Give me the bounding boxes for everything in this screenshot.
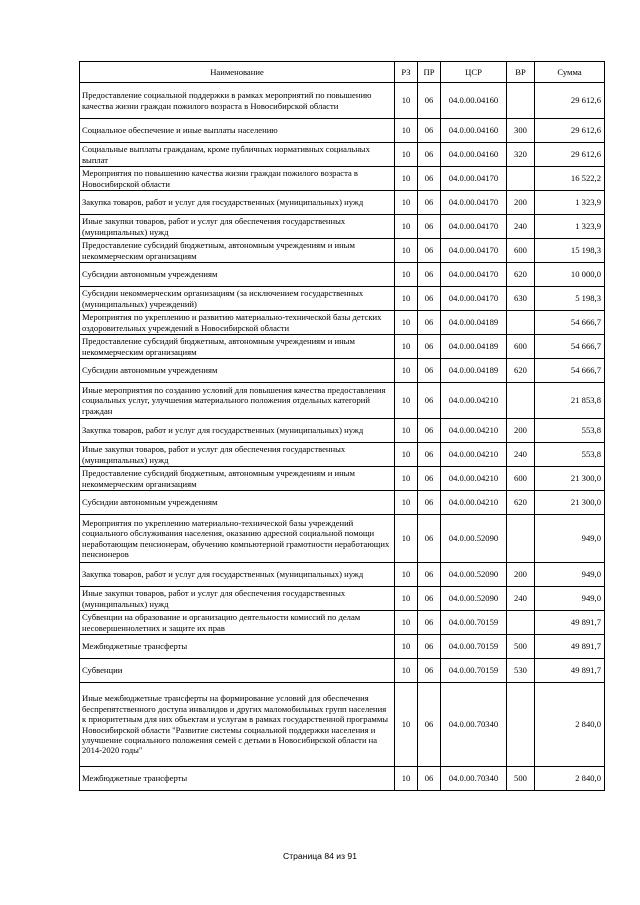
cell-sum: 553,8 xyxy=(535,419,605,443)
cell-pr: 06 xyxy=(418,683,441,767)
header-sum: Сумма xyxy=(535,62,605,83)
cell-vr: 500 xyxy=(507,635,535,659)
cell-name: Мероприятия по повышению качества жизни граждан пожилого возраста в Новосибирской области xyxy=(80,167,395,191)
cell-name: Предоставление субсидий бюджетным, автономным учреждениям и иным некоммерческим организациям xyxy=(80,335,395,359)
cell-vr xyxy=(507,167,535,191)
cell-vr xyxy=(507,515,535,563)
cell-vr: 200 xyxy=(507,563,535,587)
cell-pr: 06 xyxy=(418,167,441,191)
cell-pr: 06 xyxy=(418,587,441,611)
cell-rz: 10 xyxy=(395,767,418,791)
cell-vr: 320 xyxy=(507,143,535,167)
cell-csr: 04.0.00.70340 xyxy=(441,767,507,791)
table-row xyxy=(80,515,605,563)
cell-csr: 04.0.00.04170 xyxy=(441,239,507,263)
cell-rz: 10 xyxy=(395,443,418,467)
cell-pr: 06 xyxy=(418,143,441,167)
table-row xyxy=(80,611,605,635)
table-row xyxy=(80,239,605,263)
cell-rz: 10 xyxy=(395,659,418,683)
cell-vr: 500 xyxy=(507,767,535,791)
cell-vr: 630 xyxy=(507,287,535,311)
cell-name: Субсидии автономным учреждениям xyxy=(80,263,395,287)
cell-sum: 2 840,0 xyxy=(535,767,605,791)
table-row xyxy=(80,83,605,119)
table-row xyxy=(80,419,605,443)
header-name: Наименование xyxy=(80,62,395,83)
cell-rz: 10 xyxy=(395,635,418,659)
cell-sum: 1 323,9 xyxy=(535,215,605,239)
table-row xyxy=(80,191,605,215)
header-rz: РЗ xyxy=(395,62,418,83)
cell-rz: 10 xyxy=(395,515,418,563)
cell-name: Закупка товаров, работ и услуг для государственных (муниципальных) нужд xyxy=(80,563,395,587)
cell-rz: 10 xyxy=(395,467,418,491)
cell-csr: 04.0.00.04160 xyxy=(441,83,507,119)
cell-csr: 04.0.00.04189 xyxy=(441,311,507,335)
cell-name: Мероприятия по укреплению и развитию материально-технической базы детских оздоровительных учреждений в Новосибирской области xyxy=(80,311,395,335)
cell-name: Предоставление субсидий бюджетным, автономным учреждениям и иным некоммерческим организациям xyxy=(80,467,395,491)
table-header-row xyxy=(80,62,605,83)
cell-sum: 29 612,6 xyxy=(535,143,605,167)
cell-csr: 04.0.00.04170 xyxy=(441,287,507,311)
cell-name: Иные закупки товаров, работ и услуг для обеспечения государственных (муниципальных) нужд xyxy=(80,443,395,467)
cell-sum: 2 840,0 xyxy=(535,683,605,767)
table-body xyxy=(80,83,605,791)
table-row xyxy=(80,563,605,587)
table-row xyxy=(80,383,605,419)
cell-pr: 06 xyxy=(418,287,441,311)
cell-sum: 54 666,7 xyxy=(535,359,605,383)
cell-csr: 04.0.00.04189 xyxy=(441,359,507,383)
cell-csr: 04.0.00.04210 xyxy=(441,467,507,491)
table-row xyxy=(80,767,605,791)
cell-sum: 553,8 xyxy=(535,443,605,467)
cell-rz: 10 xyxy=(395,683,418,767)
cell-csr: 04.0.00.04170 xyxy=(441,263,507,287)
cell-rz: 10 xyxy=(395,563,418,587)
cell-pr: 06 xyxy=(418,611,441,635)
cell-sum: 1 323,9 xyxy=(535,191,605,215)
cell-sum: 49 891,7 xyxy=(535,659,605,683)
cell-vr xyxy=(507,311,535,335)
cell-pr: 06 xyxy=(418,311,441,335)
cell-vr: 620 xyxy=(507,263,535,287)
cell-name: Субсидии некоммерческим организациям (за исключением государственных (муниципальных) учреждений) xyxy=(80,287,395,311)
cell-vr: 530 xyxy=(507,659,535,683)
cell-pr: 06 xyxy=(418,191,441,215)
cell-rz: 10 xyxy=(395,419,418,443)
cell-rz: 10 xyxy=(395,491,418,515)
cell-name: Предоставление социальной поддержки в рамках мероприятий по повышению качества жизни граждан пожилого возраста в Новосибирской области xyxy=(80,83,395,119)
cell-csr: 04.0.00.04160 xyxy=(441,119,507,143)
cell-sum: 5 198,3 xyxy=(535,287,605,311)
cell-pr: 06 xyxy=(418,335,441,359)
cell-name: Иные закупки товаров, работ и услуг для обеспечения государственных (муниципальных) нужд xyxy=(80,587,395,611)
cell-sum: 16 522,2 xyxy=(535,167,605,191)
cell-name: Субсидии автономным учреждениям xyxy=(80,491,395,515)
cell-vr: 240 xyxy=(507,587,535,611)
cell-sum: 10 000,0 xyxy=(535,263,605,287)
cell-csr: 04.0.00.04170 xyxy=(441,167,507,191)
cell-pr: 06 xyxy=(418,491,441,515)
cell-vr: 240 xyxy=(507,215,535,239)
cell-name: Иные межбюджетные трансферты на формирование условий для обеспечения беспрепятственного доступа инвалидов и других маломобильных групп населения к приоритетным для них объектам и услугам в рамках государственной программы Новосибирской области "Развитие системы социальной поддержки населения и улучшение социального положения семей с детьми в Новосибирской области на 2014-2020 годы" xyxy=(80,683,395,767)
cell-rz: 10 xyxy=(395,335,418,359)
table-row xyxy=(80,263,605,287)
cell-pr: 06 xyxy=(418,767,441,791)
cell-vr: 200 xyxy=(507,419,535,443)
cell-sum: 21 853,8 xyxy=(535,383,605,419)
table-row xyxy=(80,491,605,515)
cell-csr: 04.0.00.04160 xyxy=(441,143,507,167)
cell-name: Иные мероприятия по созданию условий для повышения качества предоставления социальных услуг, улучшения материального положения отдельных категорий граждан xyxy=(80,383,395,419)
cell-vr: 600 xyxy=(507,335,535,359)
cell-sum: 15 198,3 xyxy=(535,239,605,263)
cell-rz: 10 xyxy=(395,143,418,167)
table-row xyxy=(80,215,605,239)
cell-sum: 29 612,6 xyxy=(535,83,605,119)
cell-vr xyxy=(507,611,535,635)
table-row xyxy=(80,467,605,491)
cell-pr: 06 xyxy=(418,443,441,467)
cell-name: Предоставление субсидий бюджетным, автономным учреждениям и иным некоммерческим организациям xyxy=(80,239,395,263)
cell-vr xyxy=(507,683,535,767)
cell-name: Мероприятия по укреплению материально-технической базы учреждений социального обслуживания населения, оказанию адресной социальной помощи неработающим пенсионерам, обучению компьютерной грамотности неработающих пенсионеров xyxy=(80,515,395,563)
cell-rz: 10 xyxy=(395,263,418,287)
cell-name: Социальные выплаты гражданам, кроме публичных нормативных социальных выплат xyxy=(80,143,395,167)
cell-csr: 04.0.00.70159 xyxy=(441,611,507,635)
cell-sum: 54 666,7 xyxy=(535,335,605,359)
cell-pr: 06 xyxy=(418,383,441,419)
cell-csr: 04.0.00.04170 xyxy=(441,191,507,215)
cell-csr: 04.0.00.04210 xyxy=(441,491,507,515)
cell-vr xyxy=(507,83,535,119)
cell-vr xyxy=(507,383,535,419)
cell-name: Закупка товаров, работ и услуг для государственных (муниципальных) нужд xyxy=(80,191,395,215)
cell-rz: 10 xyxy=(395,167,418,191)
cell-rz: 10 xyxy=(395,83,418,119)
cell-rz: 10 xyxy=(395,587,418,611)
cell-rz: 10 xyxy=(395,215,418,239)
cell-rz: 10 xyxy=(395,611,418,635)
table-row xyxy=(80,311,605,335)
table-row xyxy=(80,443,605,467)
cell-sum: 49 891,7 xyxy=(535,611,605,635)
cell-pr: 06 xyxy=(418,215,441,239)
cell-pr: 06 xyxy=(418,467,441,491)
cell-rz: 10 xyxy=(395,287,418,311)
cell-pr: 06 xyxy=(418,119,441,143)
cell-name: Межбюджетные трансферты xyxy=(80,767,395,791)
table-row xyxy=(80,167,605,191)
cell-name: Закупка товаров, работ и услуг для государственных (муниципальных) нужд xyxy=(80,419,395,443)
cell-csr: 04.0.00.04189 xyxy=(441,335,507,359)
table-row xyxy=(80,143,605,167)
cell-sum: 21 300,0 xyxy=(535,467,605,491)
cell-rz: 10 xyxy=(395,311,418,335)
cell-vr: 620 xyxy=(507,491,535,515)
cell-sum: 21 300,0 xyxy=(535,491,605,515)
table-row xyxy=(80,635,605,659)
cell-sum: 49 891,7 xyxy=(535,635,605,659)
table-row xyxy=(80,287,605,311)
cell-vr: 600 xyxy=(507,467,535,491)
cell-vr: 300 xyxy=(507,119,535,143)
cell-csr: 04.0.00.70159 xyxy=(441,635,507,659)
cell-sum: 949,0 xyxy=(535,515,605,563)
header-pr: ПР xyxy=(418,62,441,83)
header-csr: ЦСР xyxy=(441,62,507,83)
cell-pr: 06 xyxy=(418,419,441,443)
cell-pr: 06 xyxy=(418,83,441,119)
cell-csr: 04.0.00.52090 xyxy=(441,563,507,587)
cell-vr: 600 xyxy=(507,239,535,263)
cell-name: Субвенции на образование и организацию деятельности комиссий по делам несовершеннолетних и защите их прав xyxy=(80,611,395,635)
cell-pr: 06 xyxy=(418,515,441,563)
cell-vr: 200 xyxy=(507,191,535,215)
cell-rz: 10 xyxy=(395,383,418,419)
table-row xyxy=(80,587,605,611)
cell-rz: 10 xyxy=(395,191,418,215)
cell-csr: 04.0.00.04210 xyxy=(441,383,507,419)
header-vr: ВР xyxy=(507,62,535,83)
cell-name: Межбюджетные трансферты xyxy=(80,635,395,659)
cell-sum: 949,0 xyxy=(535,563,605,587)
cell-rz: 10 xyxy=(395,359,418,383)
table-row xyxy=(80,683,605,767)
page-number: Страница 84 из 91 xyxy=(283,851,357,861)
cell-pr: 06 xyxy=(418,239,441,263)
cell-csr: 04.0.00.04170 xyxy=(441,215,507,239)
table-row xyxy=(80,659,605,683)
cell-csr: 04.0.00.04210 xyxy=(441,419,507,443)
cell-pr: 06 xyxy=(418,263,441,287)
table-row xyxy=(80,359,605,383)
cell-pr: 06 xyxy=(418,635,441,659)
cell-rz: 10 xyxy=(395,239,418,263)
budget-table xyxy=(79,61,605,791)
cell-vr: 240 xyxy=(507,443,535,467)
cell-csr: 04.0.00.70340 xyxy=(441,683,507,767)
cell-pr: 06 xyxy=(418,563,441,587)
cell-csr: 04.0.00.52090 xyxy=(441,587,507,611)
cell-pr: 06 xyxy=(418,659,441,683)
cell-sum: 949,0 xyxy=(535,587,605,611)
cell-pr: 06 xyxy=(418,359,441,383)
cell-rz: 10 xyxy=(395,119,418,143)
cell-csr: 04.0.00.52090 xyxy=(441,515,507,563)
cell-sum: 29 612,6 xyxy=(535,119,605,143)
cell-name: Субсидии автономным учреждениям xyxy=(80,359,395,383)
table-row xyxy=(80,335,605,359)
cell-vr: 620 xyxy=(507,359,535,383)
cell-sum: 54 666,7 xyxy=(535,311,605,335)
cell-name: Иные закупки товаров, работ и услуг для обеспечения государственных (муниципальных) нужд xyxy=(80,215,395,239)
cell-csr: 04.0.00.70159 xyxy=(441,659,507,683)
cell-name: Субвенции xyxy=(80,659,395,683)
table-row xyxy=(80,119,605,143)
cell-csr: 04.0.00.04210 xyxy=(441,443,507,467)
cell-name: Социальное обеспечение и иные выплаты населению xyxy=(80,119,395,143)
